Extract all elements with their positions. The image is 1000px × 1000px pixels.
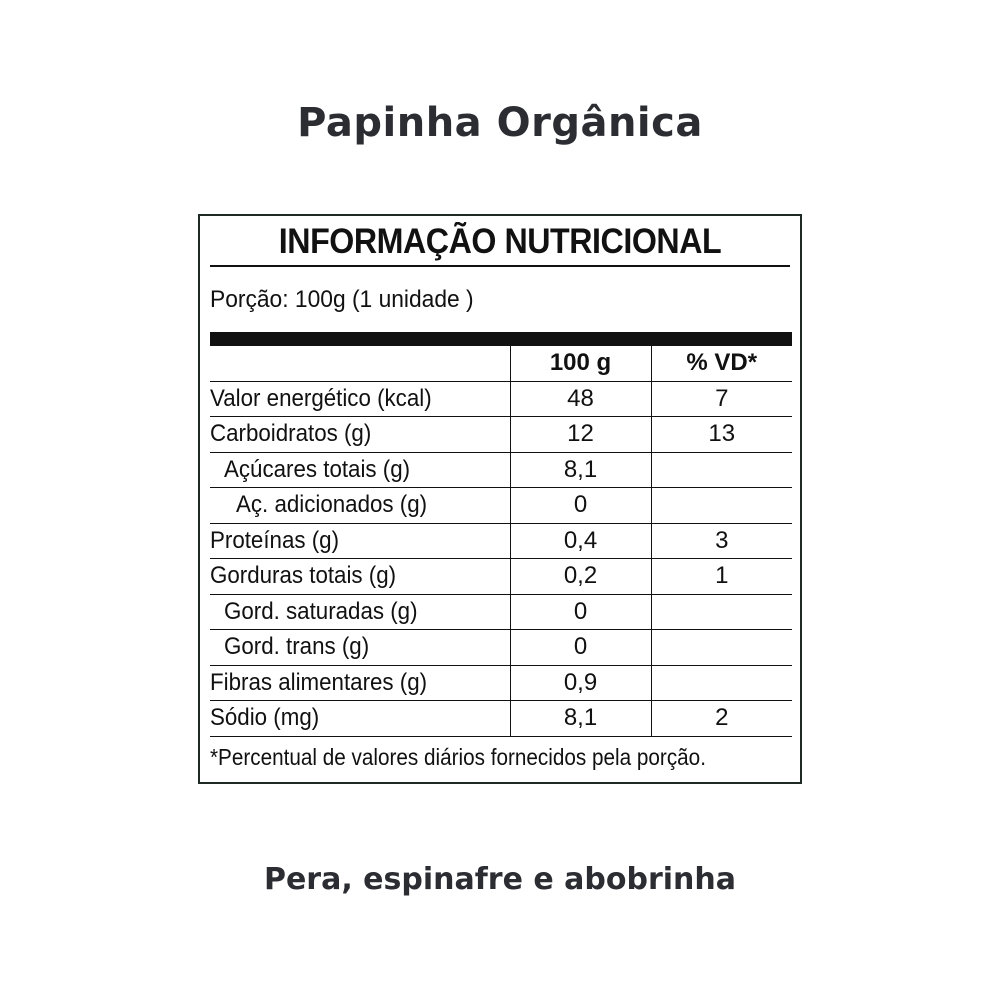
table-row — [210, 417, 792, 453]
nutrient-name: Aç. adicionados (g) — [236, 491, 428, 519]
nutrient-name: Gord. trans (g) — [224, 633, 370, 661]
nutrient-amount: 0 — [510, 488, 651, 524]
table-row — [210, 452, 792, 488]
table-header-row — [210, 346, 792, 381]
nutrition-label — [198, 214, 802, 784]
nutrient-name: Açúcares totais (g) — [224, 455, 411, 483]
nutrient-amount: 8,1 — [510, 701, 651, 737]
nutrient-vd: 7 — [651, 381, 792, 417]
column-header-nutrient — [210, 346, 510, 381]
nutrient-amount: 8,1 — [510, 452, 651, 488]
table-row — [210, 381, 792, 417]
product-subtitle: Pera, espinafre e abobrinha — [263, 862, 737, 897]
table-row — [210, 594, 792, 630]
nutrition-table — [210, 346, 792, 737]
nutrient-vd — [651, 452, 792, 488]
nutrient-amount: 0,2 — [510, 559, 651, 595]
portion-text: Porção: 100g (1 unidade ) — [210, 286, 474, 313]
column-header-amount: 100 g — [510, 346, 651, 381]
nutrient-amount: 0,4 — [510, 523, 651, 559]
nutrient-name: Gorduras totais (g) — [210, 562, 397, 590]
table-row — [210, 630, 792, 666]
table-row — [210, 701, 792, 737]
nutrient-vd: 1 — [651, 559, 792, 595]
table-row — [210, 488, 792, 524]
nutrient-vd — [651, 594, 792, 630]
nutrient-vd — [651, 488, 792, 524]
nutrient-vd: 3 — [651, 523, 792, 559]
page-title: Papinha Orgânica — [297, 100, 703, 146]
nutrient-name: Proteínas (g) — [210, 526, 340, 554]
column-header-vd: % VD* — [651, 346, 792, 381]
table-row — [210, 665, 792, 701]
nutrient-amount: 48 — [510, 381, 651, 417]
heading-divider — [210, 265, 790, 267]
nutrient-vd: 2 — [651, 701, 792, 737]
nutrient-amount: 12 — [510, 417, 651, 453]
nutrient-amount: 0 — [510, 630, 651, 666]
table-row — [210, 559, 792, 595]
nutrient-amount: 0,9 — [510, 665, 651, 701]
nutrient-name: Carboidratos (g) — [210, 420, 372, 448]
nutrient-vd: 13 — [651, 417, 792, 453]
nutrient-name: Fibras alimentares (g) — [210, 668, 428, 696]
label-heading: INFORMAÇÃO NUTRICIONAL — [278, 222, 722, 261]
nutrient-amount: 0 — [510, 594, 651, 630]
nutrient-name: Gord. saturadas (g) — [224, 597, 418, 625]
thick-divider — [210, 332, 792, 346]
nutrient-vd — [651, 665, 792, 701]
table-row — [210, 523, 792, 559]
nutrient-name: Valor energético (kcal) — [210, 384, 432, 412]
nutrient-name: Sódio (mg) — [210, 704, 320, 732]
nutrient-vd — [651, 630, 792, 666]
footnote: *Percentual de valores diários fornecidos pela porção. — [210, 744, 706, 770]
